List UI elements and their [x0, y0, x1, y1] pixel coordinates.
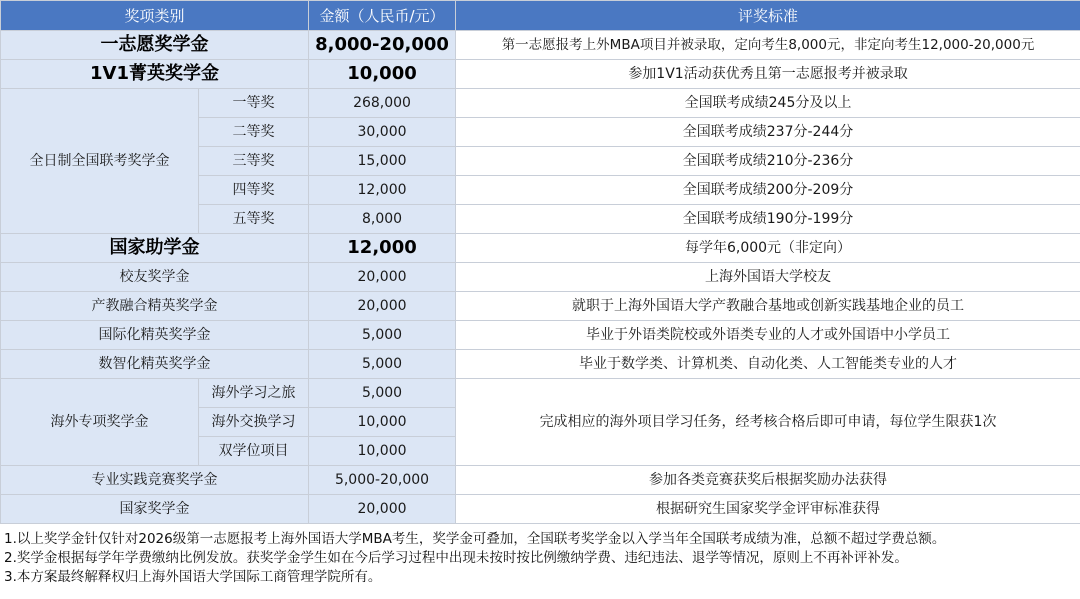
- overseas-amount: 5,000: [309, 379, 456, 408]
- row-criteria: 参加1V1活动获优秀且第一志愿报考并被录取: [456, 60, 1080, 89]
- table-row: [1, 60, 1080, 89]
- table-row: [1, 31, 1080, 60]
- row-name: 国家助学金: [1, 234, 309, 263]
- tier-criteria: 全国联考成绩245分及以上: [456, 89, 1080, 118]
- row-name: 数智化精英奖学金: [1, 350, 309, 379]
- tier-level: 五等奖: [199, 205, 309, 234]
- table-row: [1, 263, 1080, 292]
- row-name: 产教融合精英奖学金: [1, 292, 309, 321]
- header-criteria: 评奖标准: [456, 1, 1080, 31]
- table-row: [1, 466, 1080, 495]
- tier-level: 二等奖: [199, 118, 309, 147]
- tier-criteria: 全国联考成绩210分-236分: [456, 147, 1080, 176]
- row-amount: 5,000: [309, 350, 456, 379]
- row-criteria: 毕业于外语类院校或外语类专业的人才或外国语中小学员工: [456, 321, 1080, 350]
- row-name: 国家奖学金: [1, 495, 309, 524]
- header-category: 奖项类别: [1, 1, 309, 31]
- table-row: [1, 379, 1080, 408]
- row-criteria: 毕业于数学类、计算机类、自动化类、人工智能类专业的人才: [456, 350, 1080, 379]
- overseas-level: 双学位项目: [199, 437, 309, 466]
- fulltime-group-name: 全日制全国联考奖学金: [1, 89, 199, 234]
- tier-amount: 12,000: [309, 176, 456, 205]
- row-amount: 12,000: [309, 234, 456, 263]
- tier-criteria: 全国联考成绩237分-244分: [456, 118, 1080, 147]
- row-criteria: 参加各类竞赛获奖后根据奖励办法获得: [456, 466, 1080, 495]
- row-amount: 8,000-20,000: [309, 31, 456, 60]
- overseas-amount: 10,000: [309, 408, 456, 437]
- overseas-level: 海外学习之旅: [199, 379, 309, 408]
- table-row: [1, 89, 1080, 118]
- row-criteria: 上海外国语大学校友: [456, 263, 1080, 292]
- tier-level: 三等奖: [199, 147, 309, 176]
- tier-amount: 268,000: [309, 89, 456, 118]
- row-criteria: 每学年6,000元（非定向）: [456, 234, 1080, 263]
- overseas-criteria: 完成相应的海外项目学习任务，经考核合格后即可申请，每位学生限获1次: [456, 379, 1080, 466]
- overseas-amount: 10,000: [309, 437, 456, 466]
- row-criteria: 第一志愿报考上外MBA项目并被录取，定向考生8,000元，非定向考生12,000-20,000元: [456, 31, 1080, 60]
- row-name: 国际化精英奖学金: [1, 321, 309, 350]
- row-name: 校友奖学金: [1, 263, 309, 292]
- tier-amount: 8,000: [309, 205, 456, 234]
- row-name: 1V1菁英奖学金: [1, 60, 309, 89]
- table-row: [1, 292, 1080, 321]
- header-amount: 金额（人民币/元）: [309, 1, 456, 31]
- table-row: [1, 350, 1080, 379]
- tier-criteria: 全国联考成绩200分-209分: [456, 176, 1080, 205]
- tier-level: 四等奖: [199, 176, 309, 205]
- row-amount: 5,000: [309, 321, 456, 350]
- table-row: [1, 495, 1080, 524]
- row-amount: 20,000: [309, 495, 456, 524]
- footnote: 1.以上奖学金针仅针对2026级第一志愿报考上海外国语大学MBA考生，奖学金可叠加，全国联考奖学金以入学当年全国联考成绩为准，总额不超过学费总额。: [4, 531, 946, 547]
- tier-amount: 15,000: [309, 147, 456, 176]
- table-row: [1, 321, 1080, 350]
- row-amount: 5,000-20,000: [309, 466, 456, 495]
- row-amount: 20,000: [309, 263, 456, 292]
- tier-criteria: 全国联考成绩190分-199分: [456, 205, 1080, 234]
- row-name: 专业实践竞赛奖学金: [1, 466, 309, 495]
- footnote: 3.本方案最终解释权归上海外国语大学国际工商管理学院所有。: [4, 569, 382, 585]
- overseas-level: 海外交换学习: [199, 408, 309, 437]
- tier-amount: 30,000: [309, 118, 456, 147]
- tier-level: 一等奖: [199, 89, 309, 118]
- row-criteria: 根据研究生国家奖学金评审标准获得: [456, 495, 1080, 524]
- row-amount: 10,000: [309, 60, 456, 89]
- row-criteria: 就职于上海外国语大学产教融合基地或创新实践基地企业的员工: [456, 292, 1080, 321]
- row-name: 一志愿奖学金: [1, 31, 309, 60]
- table-header-row: [1, 1, 1080, 31]
- row-amount: 20,000: [309, 292, 456, 321]
- footnote: 2.奖学金根据每学年学费缴纳比例发放。获奖学金学生如在今后学习过程中出现未按时按比例缴纳学费、违纪违法、退学等情况，原则上不再补评补发。: [4, 550, 908, 566]
- overseas-group-name: 海外专项奖学金: [1, 379, 199, 466]
- footnotes: [0, 524, 1080, 587]
- table-row: [1, 234, 1080, 263]
